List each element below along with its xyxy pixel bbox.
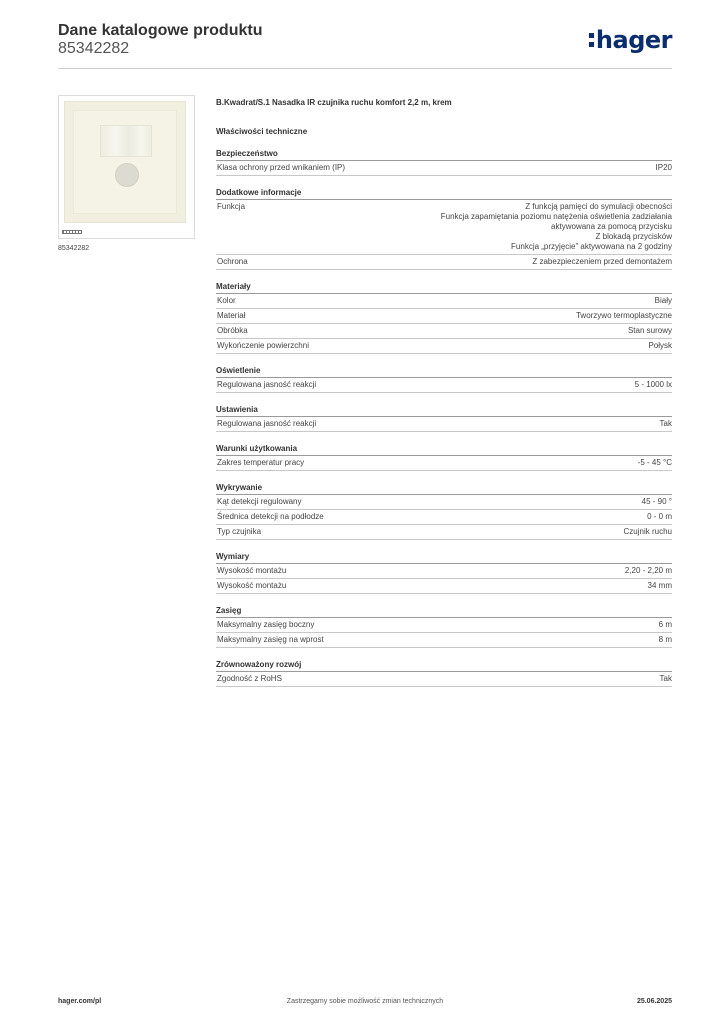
spec-label: Wykończenie powierzchni: [217, 341, 309, 350]
spec-value-line: Tak: [659, 674, 672, 683]
spec-label: Średnica detekcji na podłodze: [217, 512, 324, 521]
section-title: Oświetlenie: [216, 366, 672, 378]
spec-label: Zgodność z RoHS: [217, 674, 282, 683]
section-title: Bezpieczeństwo: [216, 149, 672, 161]
spec-row: [216, 161, 672, 176]
spec-row: [216, 200, 672, 255]
spec-row: [216, 294, 672, 309]
image-caption: 85342282: [58, 245, 90, 252]
spec-row: [216, 456, 672, 471]
spec-value: [638, 458, 672, 468]
spec-value: [659, 620, 672, 630]
spec-value-line: 34 mm: [647, 581, 672, 590]
section-title: Wykrywanie: [216, 483, 672, 495]
spec-value: [576, 311, 672, 321]
spec-label: Maksymalny zasięg na wprost: [217, 635, 324, 644]
sensor-lens: [100, 125, 152, 157]
spec-section: [216, 188, 672, 270]
spec-value-line: aktywowana za pomocą przycisku: [551, 222, 672, 231]
spec-value: [624, 527, 672, 537]
spec-value: [660, 674, 672, 684]
spec-value: [532, 257, 672, 267]
spec-row: [216, 324, 672, 339]
spec-row: [216, 339, 672, 354]
section-title: Dodatkowe informacje: [216, 188, 672, 200]
spec-section: [216, 660, 672, 687]
spec-row: [216, 309, 672, 324]
logo-text: hager: [595, 26, 672, 54]
product-image: [64, 101, 186, 223]
spec-label: Kolor: [217, 296, 236, 305]
spec-label: Materiał: [217, 311, 246, 320]
spec-value-line: Z funkcją pamięci do symulacji obecności: [525, 202, 672, 211]
spec-value: [628, 326, 672, 336]
spec-label: Wysokość montażu: [217, 566, 287, 575]
spec-row: [216, 417, 672, 432]
spec-value-line: Stan surowy: [627, 326, 672, 335]
product-image-frame: [58, 95, 195, 239]
spec-value-line: Biały: [654, 296, 672, 305]
section-title: Ustawienia: [216, 405, 672, 417]
spec-value: [655, 296, 672, 306]
spec-section: [216, 366, 672, 393]
spec-section: [216, 282, 672, 354]
spec-value: [648, 581, 672, 591]
footer-date: 25.06.2025: [636, 998, 672, 1005]
spec-label: Maksymalny zasięg boczny: [217, 620, 315, 629]
spec-row: [216, 618, 672, 633]
spec-value-line: 2,20 - 2,20 m: [624, 566, 672, 575]
spec-label: Klasa ochrony przed wnikaniem (IP): [217, 163, 346, 172]
spec-value-line: 6 m: [658, 620, 672, 629]
document-title: Dane katalogowe produktu: [58, 22, 263, 39]
spec-value-line: 8 m: [658, 635, 672, 644]
specifications: [216, 96, 672, 687]
spec-sections: [216, 149, 672, 687]
spec-value: [648, 341, 672, 351]
scale-ruler-icon: [62, 230, 82, 234]
spec-value: [660, 419, 672, 429]
spec-label: Regulowana jasność reakcji: [217, 380, 317, 389]
section-title: Zasięg: [216, 606, 672, 618]
header-divider: [58, 68, 672, 69]
spec-section: [216, 405, 672, 432]
spec-value-line: Z blokadą przycisków: [595, 232, 672, 241]
spec-section: [216, 149, 672, 176]
spec-row: [216, 633, 672, 648]
spec-value-line: Tworzywo termoplastyczne: [575, 311, 672, 320]
spec-section: [216, 606, 672, 648]
spec-row: [216, 564, 672, 579]
spec-row: [216, 255, 672, 270]
page-header: [58, 22, 672, 70]
spec-label: Kąt detekcji regulowany: [217, 497, 302, 506]
spec-value: [659, 635, 672, 645]
spec-row: [216, 510, 672, 525]
spec-value-line: Tak: [659, 419, 672, 428]
spec-value-line: -5 - 45 °C: [637, 458, 672, 467]
section-title: Warunki użytkowania: [216, 444, 672, 456]
spec-row: [216, 495, 672, 510]
spec-value-line: Funkcja „przyjęcie” aktywowana na 2 godziny: [511, 242, 672, 251]
spec-value: [642, 497, 672, 507]
spec-value-line: Funkcja zapamiętania poziomu natężenia oświetlenia zadziałania: [440, 212, 672, 221]
properties-heading: Właściwości techniczne: [216, 127, 308, 136]
spec-row: [216, 672, 672, 687]
spec-section: [216, 444, 672, 471]
spec-value: [647, 512, 672, 522]
spec-value-line: 5 - 1000 lx: [634, 380, 672, 389]
footer-website-link[interactable]: hager.com/pl: [58, 998, 102, 1005]
spec-label: Zakres temperatur pracy: [217, 458, 305, 467]
spec-section: [216, 483, 672, 540]
hager-logo: [589, 26, 672, 54]
product-title: B.Kwadrat/S.1 Nasadka IR czujnika ruchu komfort 2,2 m, krem: [216, 98, 452, 107]
product-face: [73, 110, 177, 214]
spec-label: Wysokość montażu: [217, 581, 287, 590]
spec-value: [656, 163, 672, 173]
spec-value-line: Połysk: [648, 341, 672, 350]
spec-value-line: 45 - 90 °: [641, 497, 672, 506]
spec-value-line: Z zabezpieczeniem przed demontażem: [532, 257, 672, 266]
spec-label: Funkcja: [217, 202, 246, 211]
spec-section: [216, 552, 672, 594]
spec-row: [216, 579, 672, 594]
light-sensor-window: [115, 163, 139, 187]
spec-value-line: Czujnik ruchu: [623, 527, 672, 536]
spec-row: [216, 525, 672, 540]
section-title: Wymiary: [216, 552, 672, 564]
spec-value: [635, 380, 672, 390]
spec-label: Ochrona: [217, 257, 248, 266]
section-title: Materiały: [216, 282, 672, 294]
spec-label: Typ czujnika: [217, 527, 262, 536]
spec-label: Obróbka: [217, 326, 248, 335]
section-title: Zrównoważony rozwój: [216, 660, 672, 672]
footer-disclaimer: Zastrzegamy sobie możliwość zmian technicznych: [286, 998, 444, 1005]
spec-row: [216, 378, 672, 393]
spec-label: Regulowana jasność reakcji: [217, 419, 317, 428]
logo-dots-icon: [589, 31, 595, 49]
spec-value: [625, 566, 672, 576]
spec-value-line: 0 - 0 m: [647, 512, 672, 521]
spec-value: [441, 202, 672, 252]
product-number: 85342282: [58, 40, 130, 57]
spec-value-line: IP20: [655, 163, 672, 172]
